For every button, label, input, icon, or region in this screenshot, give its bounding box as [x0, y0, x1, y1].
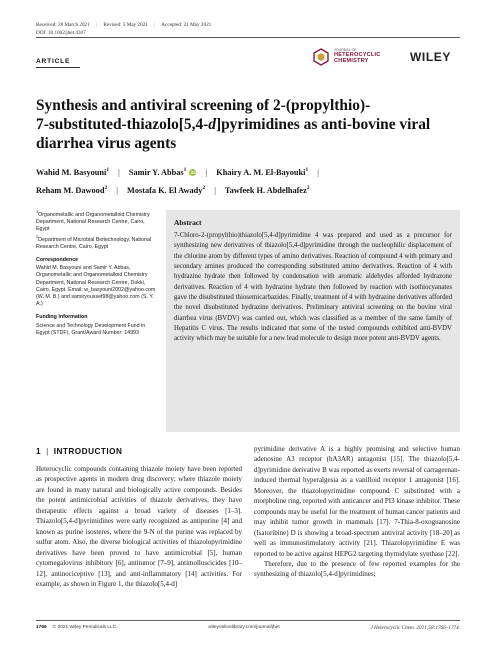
doi[interactable]: DOI: 10.1002/jhet.4307: [36, 30, 86, 36]
abstract-heading: Abstract: [174, 218, 202, 227]
funding-text: Science and Technology Development Fund in Egypt (STDF), Grant/Award Number: 14993: [36, 322, 146, 336]
received-date: Received: 28 March 2021: [36, 22, 90, 28]
author-row-2: Reham M. Dawood$^2$ | Mostafa K. El Awady$^2$ | Tawfeek H. Abdelhafez$^2$: [36, 185, 310, 195]
footer-divider: [36, 620, 460, 621]
publication-dates: [36, 22, 460, 28]
orcid-icon[interactable]: iD: [190, 170, 196, 175]
author-separator: |: [118, 168, 120, 177]
title-line-2: 7-substituted-thiazolo[5,4-d]pyrimidines as anti-bovine viral: [36, 116, 431, 133]
title-line-3: diarrhea virus agents: [36, 135, 177, 152]
article-type-label: ARTICLE: [36, 58, 71, 65]
journal-url[interactable]: wileyonlinelibrary.com/journal/jhet: [208, 625, 280, 630]
author-separator: |: [317, 168, 319, 177]
body-column-right: [254, 444, 460, 580]
date-separator: |: [96, 22, 98, 28]
journal-logo-line2: CHEMISTRY: [334, 57, 369, 64]
page-number: 1766: [36, 625, 47, 630]
author-name[interactable]: Wahid M. Basyouni: [36, 168, 107, 177]
funding-heading: Funding information: [36, 314, 88, 321]
affiliation-2: $^2$Department of Microbial Biotechnology, National Research Centre, Cairo, Egypt: [36, 234, 152, 250]
intro-paragraph-3: Therefore, due to the presence of few reported examples for the synthesizing of thiazolo[5,4-d]pyrimidines;: [254, 559, 460, 579]
title-line-1: Synthesis and antiviral screening of 2-(propylthio)-: [36, 97, 371, 114]
author-separator: |: [116, 186, 118, 195]
paper-title: [36, 96, 460, 153]
author-separator: |: [214, 186, 216, 195]
accepted-date: Accepted: 21 May 2021: [161, 22, 212, 28]
article-label-underline: [36, 67, 80, 68]
intro-paragraph-1: Heterocyclic compounds containing thiazole moiety have been reported as prospective agents in modern drug discovery; where thiazole moiety are found in many natural and biologically active compounds. Besides the potent antimicrobial activities of thiazole derivatives, they have therapeutic effects against a broad variety of diseases [1–3]. Thiazolo[5,4-d]pyrimidines were early recognized as antipurine [4] and known as purine isosteres, where the 9-N of the purine was replaced by sulfur atom. Also, the diverse biological activities of thiazolopyrimidine derivatives have been proved to have antimicrobial [5], human cytomegalovirus inhibitory [6], antitumor [7–9], antimolluscicides [10–12], antinociceptive [13], and anti-inflammatory [14] activities. For example, as shown in Figure 1, the thiazolo[5,4-d]: [36, 465, 242, 588]
journal-logo-line1: HETEROCYCLIC: [334, 52, 381, 59]
correspondence-heading: Correspondence: [36, 257, 79, 264]
journal-logo[interactable]: [312, 46, 394, 68]
author-separator: |: [205, 168, 208, 177]
date-separator: |: [154, 22, 156, 28]
section-heading: 1 | INTRODUCTION: [36, 447, 123, 456]
body-column-left: [36, 444, 242, 589]
author-name[interactable]: Tawfeek H. Abdelhafez: [224, 186, 307, 195]
affiliation-1: $^1$Organometallic and Organometalloid Chemistry Department, National Research Centre, Cairo, Egypt: [36, 210, 150, 233]
journal-logo-icon: [312, 48, 330, 66]
affiliations-sidebar: [36, 212, 156, 337]
publisher-logo[interactable]: WILEY: [410, 50, 451, 64]
author-name[interactable]: Samir Y. Abbas: [128, 168, 184, 177]
author-name[interactable]: Mostafa K. El Awady: [126, 186, 203, 195]
journal-logo-small-text: JOURNAL OF: [334, 48, 357, 53]
author-name[interactable]: Khairy A. M. El-Bayouki: [216, 168, 306, 177]
abstract-box: [166, 210, 460, 432]
abstract-text: 7-Chloro-2-(propylthio)thiazolo[5,4-d]pyrimidine 4 was prepared and used as a precursor for synthesizing new derivatives of thiazolo[5,4-d]pyrimidine through the nucleophilic displacement of the chlorine atom by different types of amino derivatives. Reaction of compound 4 with primary and secondary amines produced the corresponding substituted amino derivatives. Reaction of 4 with hydrazine hydrate then followed by condensation with aromatic aldehydes afforded hydrazone derivatives. Reaction of 4 with hydrazine hydrate then followed by reaction with isothiocyanates gave the disubstituted thiosemicarbazides. Finally, treatment of 4 with hydrazine derivatives afforded the novel disubstituted hydrazine derivatives. Preliminary antiviral screening on the bovine viral diarrhea virus (BVDV) was carried out, which was classified as a member of the same family of Hepatitis C virus. The results indicated that some of the tested compounds exhibited anti-BVDV activity which may be suitable for a new lead molecule to design more potent anti-BVDV agents.: [174, 232, 452, 343]
author-row-1: Wahid M. Basyouni$^1$ | Samir Y. Abbas$^1$ iD | Khairy A. M. El-Bayouki$^1$ |: [36, 167, 319, 177]
author-name[interactable]: Reham M. Dawood: [36, 186, 105, 195]
header-divider: [36, 37, 460, 38]
author-list: [36, 164, 460, 200]
intro-paragraph-2: pyrimidine derivative A is a highly promising and selective human adenosine A3 receptor (hA3AR) antagonist [15]. The thiazolo[5,4-d]pyrimidine derivative B was reported as exerts reversal of carrageenan-induced thermal hyperalgesia as a vanilloid receptor 1 antagonist [16]. Moreover, the thiazolopyrimidine compound C substituted with a morpholine ring, reported with anticancer and PI3 kinase inhibitor. These compounds may be useful for the treatment of human cancer patients and may inhibit tumor growth in mammals [17]. 7-Thia-8-oxoguanosine (Isatoribine) D is showing a broad-spectrum antiviral activity [18–20] as well as immunostimulatory activity [21]. Thiazolopyrimidine E was reported to be active against HEPG2 targeting thymidylate synthase [22].: [254, 445, 460, 558]
page-footer: [36, 625, 460, 631]
correspondence-text: Wahid M. Basyouni and Samir Y. Abbas, Organometallic and Organometalloid Chemistry Department, National Research Centre, Dokki, Cairo, Egypt. Email: w_basyouni2002@yahoo.com (W. M. B.) and samiryoussef98@yahoo.com (S. Y. A.): [36, 265, 156, 308]
journal-citation: J Heterocyclic Chem. 2021;58:1766–1774.: [370, 625, 460, 631]
revised-date: Revised: 5 May 2021: [103, 22, 148, 28]
copyright: © 2021 Wiley Periodicals LLC.: [52, 625, 118, 630]
